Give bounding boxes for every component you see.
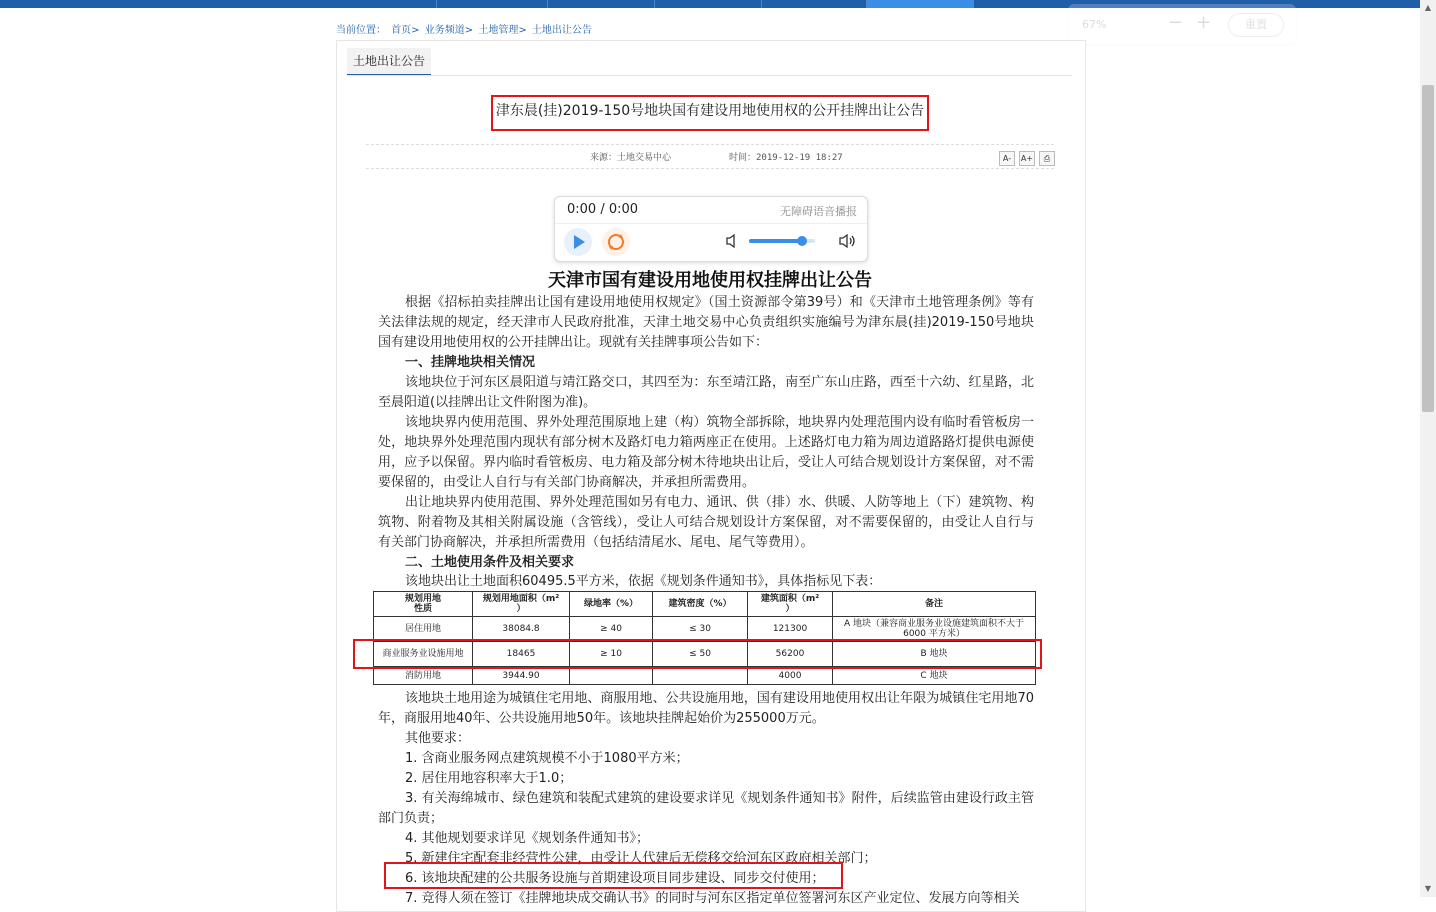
- table-cell: 居住用地: [374, 617, 473, 642]
- audio-player: [554, 196, 868, 262]
- meta-divider-top: [366, 144, 1054, 145]
- meta-divider-bottom: [366, 168, 1054, 169]
- scroll-up-icon[interactable]: ▲: [1424, 3, 1432, 12]
- table-cell: 消防用地: [374, 667, 473, 685]
- paragraph-land-use: 该地块土地用途为城镇住宅用地、商服用地、公共设施用地，国有建设用地使用权出让年限为城镇住宅用地70年，商服用地40年、公共设施用地50年。该地块挂牌起始价为255000万元。: [378, 691, 1034, 726]
- table-cell: [570, 667, 653, 685]
- table-cell: ≥ 10: [570, 642, 653, 667]
- volume-knob[interactable]: [797, 236, 807, 246]
- table-header: 绿地率（%）: [570, 592, 653, 617]
- volume-low-icon[interactable]: [725, 233, 739, 249]
- volume-fill: [749, 239, 802, 243]
- loop-icon: [602, 228, 630, 256]
- requirement-item: 4. 其他规划要求详见《规划条件通知书》；: [405, 831, 650, 846]
- zoom-in-button[interactable]: +: [1196, 12, 1212, 33]
- notice-title: 津东晨(挂)2019-150号地块国有建设用地使用权的公开挂牌出让公告: [491, 95, 929, 131]
- table-cell: ≤ 50: [653, 642, 748, 667]
- scroll-down-icon[interactable]: ▼: [1424, 884, 1432, 893]
- table-cell: C 地块: [833, 667, 1036, 685]
- zoom-percent: 67%: [1082, 18, 1107, 31]
- breadcrumb-current[interactable]: 土地出让公告: [531, 25, 592, 36]
- font-increase-button[interactable]: A+: [1019, 151, 1035, 166]
- audio-label: 无障碍语音播报: [780, 205, 857, 218]
- intro-paragraph: 根据《招标拍卖挂牌出让国有建设用地使用权规定》（国土资源部令第39号）和《天津市土地管理条例》等有关法律法规的规定，经天津市人民政府批准，天津土地交易中心负责组织实施编号为津东晨(挂)2019-150号地块国有建设用地使用权的公开挂牌出让。现就有关挂牌事项公告如下：: [378, 295, 1034, 350]
- zoom-reset-button[interactable]: 重置: [1228, 13, 1284, 37]
- table-cell: 38084.8: [473, 617, 570, 642]
- breadcrumb-land[interactable]: 土地管理>: [478, 25, 527, 36]
- play-icon: [564, 228, 592, 256]
- nav-item[interactable]: [762, 0, 867, 8]
- meta-source: 来源：土地交易中心: [590, 153, 672, 163]
- breadcrumb-business[interactable]: 业务频道>: [424, 25, 474, 36]
- table-header: 备注: [833, 592, 1036, 617]
- section-heading-2: 二、土地使用条件及相关要求: [405, 555, 575, 570]
- zoom-panel: [1068, 4, 1296, 44]
- requirement-item: 2. 居住用地容积率大于1.0；: [405, 771, 573, 786]
- table-cell: 56200: [748, 642, 833, 667]
- table-header: 规划用地面积（m² ）: [473, 592, 570, 617]
- scrollbar-thumb[interactable]: [1422, 85, 1434, 412]
- paragraph-area: 该地块出让土地面积60495.5平方米，依据《规划条件通知书》，具体指标见下表：: [405, 574, 882, 589]
- table-header: 规划用地 性质: [374, 592, 473, 617]
- table-header: 建筑面积（m² ）: [748, 592, 833, 617]
- meta-time: 时间：2019-12-19 18:27: [729, 153, 843, 163]
- table-cell: 18465: [473, 642, 570, 667]
- table-cell: 商业服务业设施用地: [374, 642, 473, 667]
- tab-land-notice[interactable]: 土地出让公告: [347, 48, 431, 76]
- nav-item[interactable]: [655, 0, 762, 8]
- requirement-item: 3. 有关海绵城市、绿色建筑和装配式建筑的建设要求详见《规划条件通知书》附件，后续监管由建设行政主管部门负责；: [378, 791, 1034, 826]
- requirement-item: 7. 竞得人须在签订《挂牌地块成交确认书》的同时与河东区指定单位签署河东区产业定位、发展方向等相关: [405, 891, 1020, 906]
- table-cell: 121300: [748, 617, 833, 642]
- loop-button[interactable]: [602, 228, 630, 256]
- player-divider: [555, 223, 867, 224]
- highlight-box-commercial-row: [353, 639, 1042, 669]
- volume-slider[interactable]: [749, 239, 815, 243]
- table-header-row: [374, 592, 1036, 617]
- paragraph-location: 该地块位于河东区晨阳道与靖江路交口，其四至为：东至靖江路，南至广东山庄路，西至十六幼、红星路，北至晨阳道(以挂牌出让文件附图为准)。: [378, 375, 1034, 410]
- table-cell: A 地块（兼容商业服务业设施建筑面积不大于6000 平方米）: [833, 617, 1036, 642]
- table-cell: ≥ 40: [570, 617, 653, 642]
- table-cell: ≤ 30: [653, 617, 748, 642]
- zoom-out-button[interactable]: −: [1168, 12, 1184, 33]
- breadcrumb-prefix: 当前位置：: [336, 25, 386, 36]
- nav-item[interactable]: [548, 0, 655, 8]
- table-cell: 3944.90: [473, 667, 570, 685]
- print-icon[interactable]: ⎙: [1039, 151, 1055, 166]
- requirement-item: 1. 含商业服务网点建筑规模不小于1080平方米；: [405, 751, 689, 766]
- nav-item[interactable]: [326, 0, 437, 8]
- nav-item-active[interactable]: [867, 0, 974, 8]
- breadcrumb: [336, 21, 594, 36]
- page-scrollbar[interactable]: [1420, 0, 1436, 897]
- requirement-item: 6. 该地块配建的公共服务设施与首期建设项目同步建设、同步交付使用；: [405, 871, 825, 886]
- document-title: 天津市国有建设用地使用权挂牌出让公告: [548, 270, 872, 291]
- table-row: [374, 667, 1036, 685]
- paragraph-demolition: 该地块界内使用范围、界外处理范围原地上建（构）筑物全部拆除，地块界内处理范围内设有临时看管板房一处，地块界外处理范围内现状有部分树木及路灯电力箱两座正在使用。上述路灯电力箱为周边道路路灯提供电源使用，应予以保留。界内临时看管板房、电力箱及部分树木待地块出让后，受让人可结合规划设计方案保留，对不需要保留的，由受让人自行与有关部门协商解决，并承担所需费用。: [378, 415, 1034, 490]
- land-indicator-table: [373, 591, 1036, 685]
- play-button[interactable]: [564, 228, 592, 256]
- table-cell: 4000: [748, 667, 833, 685]
- section-heading-1: 一、挂牌地块相关情况: [405, 355, 536, 370]
- table-cell: B 地块: [833, 642, 1036, 667]
- font-decrease-button[interactable]: A-: [999, 151, 1015, 166]
- table-cell: [653, 667, 748, 685]
- nav-item[interactable]: [437, 0, 548, 8]
- requirement-item: 5. 新建住宅配套非经营性公建，由受让人代建后无偿移交给河东区政府相关部门；: [405, 851, 877, 866]
- highlight-box-requirement-6: [384, 862, 843, 889]
- table-header: 建筑密度（%）: [653, 592, 748, 617]
- breadcrumb-home[interactable]: 首页>: [391, 25, 420, 36]
- audio-time: 0:00 / 0:00: [567, 202, 639, 217]
- tab-divider: [347, 75, 1072, 76]
- volume-high-icon[interactable]: [839, 233, 857, 249]
- table-row: [374, 617, 1036, 642]
- other-requirements-title: 其他要求：: [405, 731, 471, 746]
- paragraph-facilities: 出让地块界内使用范围、界外处理范围如另有电力、通讯、供（排）水、供暖、人防等地上（下）建筑物、构筑物、附着物及其相关附属设施（含管线），受让人可结合规划设计方案保留，对不需要保留的，由受让人自行与有关部门协商解决，并承担所需费用（包括结清尾水、尾电、尾气等费用）。: [378, 495, 1034, 550]
